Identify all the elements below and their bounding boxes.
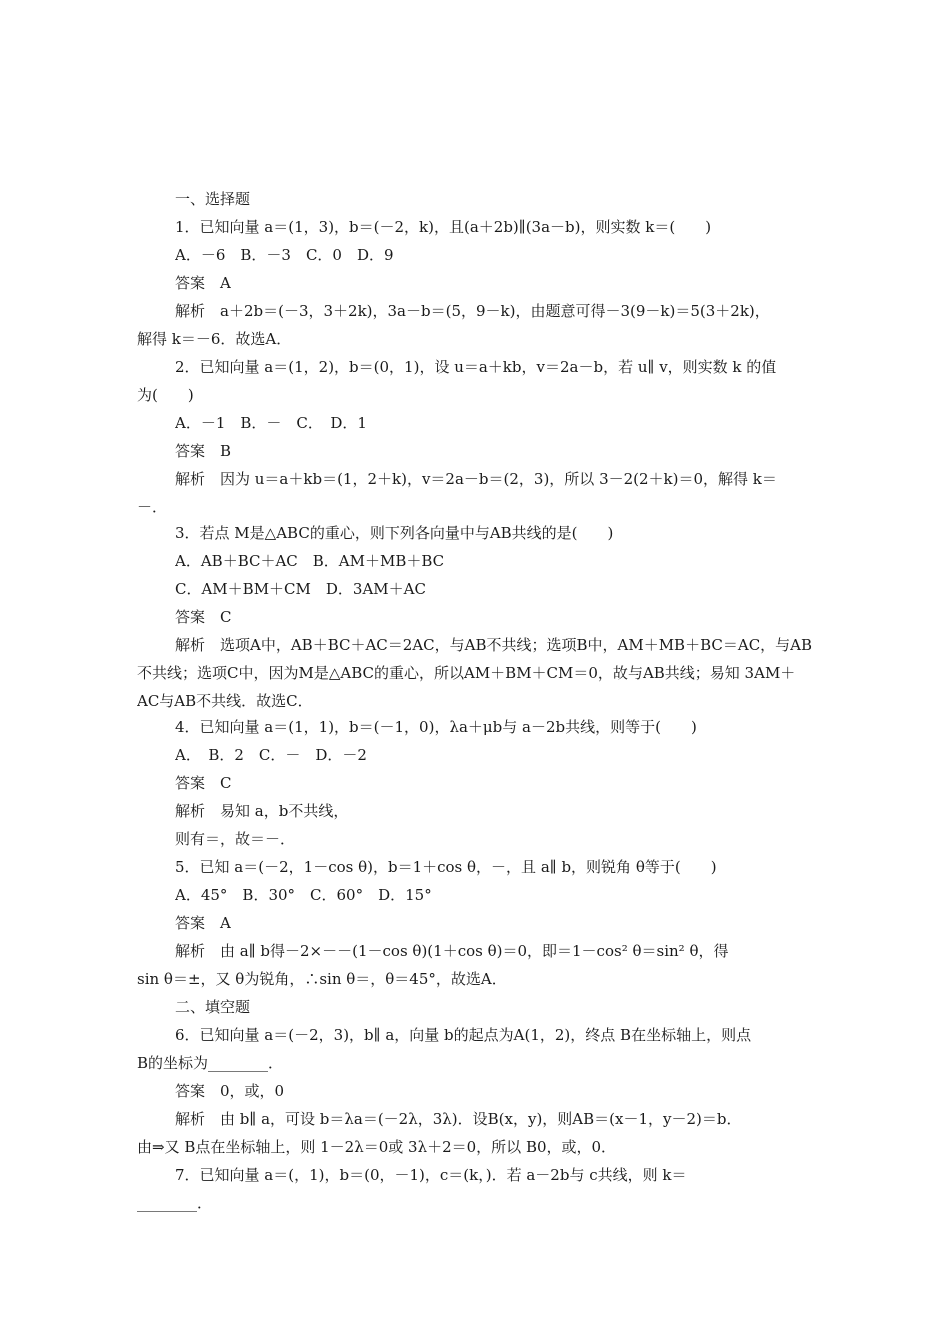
section-heading-fill-in: 二、填空题	[175, 998, 251, 1016]
question-1-answer: 答案 A	[175, 274, 231, 292]
question-2-answer: 答案 B	[175, 442, 232, 460]
section-heading-choice: 一、选择题	[175, 190, 251, 208]
question-4-analysis-cont: 则有＝，故＝－．	[175, 830, 296, 848]
question-3-stem: 3．若点 M是△ABC的重心，则下列各向量中与AB共线的是( )	[175, 524, 614, 542]
question-2-analysis: 解析 因为 u＝a＋kb＝(1，2＋k)，v＝2a－b＝(2，3)，所以 3－2(2＋k)＝0，解得 k＝	[175, 470, 777, 488]
question-5-analysis-cont: sin θ＝±，又 θ为锐角，∴sin θ＝，θ＝45°，故选A．	[137, 970, 507, 988]
question-5-options: A．45° B．30° C．60° D．15°	[175, 886, 432, 904]
question-2-analysis-cont: －．	[137, 498, 168, 516]
question-2-stem-cont: 为( )	[137, 386, 194, 404]
question-6-stem: 6．已知向量 a＝(－2，3)，b∥ a，向量 b的起点为A(1，2)，终点 B在坐标轴上，则点	[175, 1026, 752, 1044]
question-5-answer: 答案 A	[175, 914, 231, 932]
question-4-analysis: 解析 易知 a，b不共线，	[175, 802, 349, 820]
question-2-stem: 2．已知向量 a＝(1，2)，b＝(0，1)，设 u＝a＋kb，v＝2a－b，若 u∥ v，则实数 k 的值	[175, 358, 777, 376]
question-3-analysis: 解析 选项A中，AB＋BC＋AC＝2AC，与AB不共线；选项B中，AM＋MB＋BC＝AC，与AB	[175, 636, 813, 654]
question-3-analysis-cont-1: 不共线；选项C中，因为M是△ABC的重心，所以AM＋BM＋CM＝0，故与AB共线；易知 3AM＋	[137, 664, 796, 682]
question-1-stem: 1．已知向量 a＝(1，3)，b＝(－2，k)，且(a＋2b)∥(3a－b)，则实数 k＝( )	[175, 218, 712, 236]
question-6-analysis-cont: 由⇒又 B点在坐标轴上，则 1－2λ＝0或 3λ＋2＝0，所以 B0，或，0．	[137, 1138, 617, 1156]
question-4-stem: 4．已知向量 a＝(1，1)，b＝(－1，0)，λa＋μb与 a－2b共线，则等于( )	[175, 718, 697, 736]
question-1-analysis: 解析 a＋2b＝(－3，3＋2k)，3a－b＝(5，9－k)，由题意可得－3(9－k)＝5(3＋2k)，	[175, 302, 770, 320]
question-3-analysis-cont-2: AC与AB不共线．故选C．	[137, 692, 313, 710]
question-6-stem-cont: B的坐标为________．	[137, 1054, 284, 1072]
question-5-analysis: 解析 由 a∥ b得－2×－－(1－cos θ)(1＋cos θ)＝0，即＝1－cos² θ＝sin² θ，得	[175, 942, 729, 960]
question-3-answer: 答案 C	[175, 608, 232, 626]
question-4-answer: 答案 C	[175, 774, 232, 792]
question-6-analysis: 解析 由 b∥ a，可设 b＝λa＝(－2λ，3λ)．设B(x，y)，则AB＝(x－1，y－2)＝b．	[175, 1110, 742, 1128]
question-3-options-ab: A．AB＋BC＋AC B．AM＋MB＋BC	[175, 552, 445, 570]
question-2-options: A．－1 B．－ C． D．1	[175, 414, 367, 432]
question-1-analysis-cont: 解得 k＝－6．故选A．	[137, 330, 292, 348]
question-7-stem: 7．已知向量 a＝(，1)，b＝(0，－1)，c＝(k，)．若 a－2b与 c共线，则 k＝	[175, 1166, 687, 1184]
question-4-options: A． B．2 C．－ D．－2	[175, 746, 367, 764]
question-1-options: A．－6 B．－3 C．0 D．9	[175, 246, 394, 264]
question-3-options-cd: C．AM＋BM＋CM D．3AM＋AC	[175, 580, 426, 598]
question-6-answer: 答案 0，或，0	[175, 1082, 285, 1100]
question-7-stem-cont: ________．	[137, 1194, 213, 1212]
question-5-stem: 5．已知 a＝(－2，1－cos θ)，b＝1＋cos θ，－，且 a∥ b，则锐角 θ等于( )	[175, 858, 717, 876]
